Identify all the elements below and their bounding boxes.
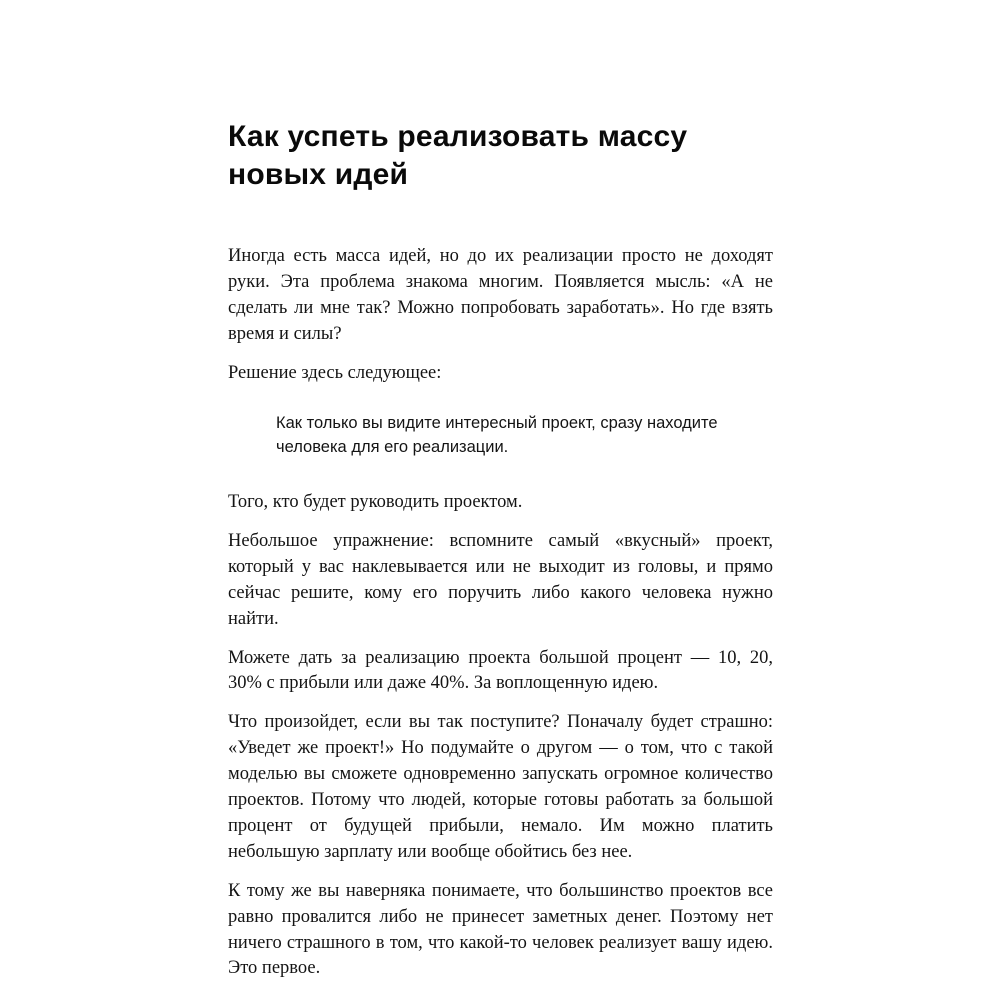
paragraph-body-2: Небольшое упражнение: вспомните самый «вкусный» проект, который у вас наклевывается или не выходит из головы, и прямо сейчас решите, кому его поручить либо какого человека нужно найти.: [228, 531, 773, 629]
paragraph-body-3: Можете дать за реализацию проекта большой процент — 10, 20, 30% с прибыли или даже 40%. За воплощенную идею.: [228, 647, 773, 694]
paragraph-intro-1: Иногда есть масса идей, но до их реализации просто не доходят руки. Эта проблема знакома многим. Появляется мысль: «А не сделать ли мне так? Можно попробовать заработать». Но где взять время и силы?: [228, 246, 773, 344]
page-content: [228, 118, 773, 995]
paragraph-body-4: Что произойдет, если вы так поступите? Поначалу будет страшно: «Уведет же проект!» Но подумайте о другом — о том, что с такой моделью вы сможете одновременно запускать огромное количество проектов. Потому что людей, которые готовы работать за большой процент от будущей прибыли, немало. Им можно платить небольшую зарплату или вообще обойтись без нее.: [228, 712, 773, 862]
paragraph-body-1: Того, кто будет руководить проектом.: [228, 492, 523, 513]
chapter-title: Как успеть реализовать массу новых идей: [228, 120, 688, 192]
paragraph-intro-2: Решение здесь следующее:: [228, 362, 442, 383]
block-quote: Как только вы видите интересный проект, сразу находите человека для его реализации.: [276, 413, 718, 457]
paragraph-body-5: К тому же вы наверняка понимаете, что большинство проектов все равно провалится либо не принесет заметных денег. Поэтому нет ничего страшного в том, что какой-то человек реализует вашу идею. Это первое.: [228, 880, 773, 979]
